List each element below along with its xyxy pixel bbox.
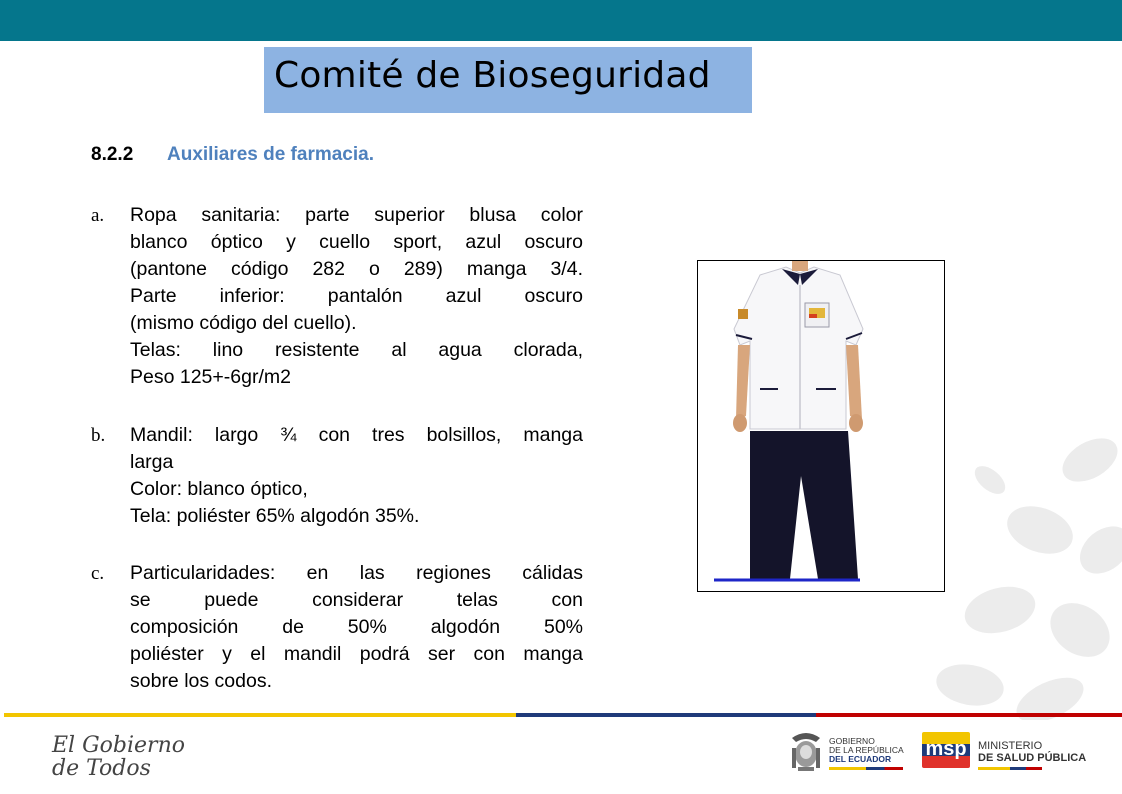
title-banner bbox=[264, 47, 752, 113]
item-line: Parte inferior: pantalón azul oscuro bbox=[130, 285, 583, 307]
msp-logo-text: msp bbox=[925, 738, 967, 760]
republica-line: DEL ECUADOR bbox=[829, 754, 892, 764]
flag-stripe bbox=[978, 767, 1042, 770]
list-item-a bbox=[91, 202, 583, 391]
gobierno-line-1: El Gobierno bbox=[52, 733, 185, 758]
item-line: Color: blanco óptico, bbox=[130, 478, 308, 500]
coat-of-arms-icon bbox=[786, 730, 826, 774]
footer-rule-red bbox=[816, 713, 1122, 717]
item-line: Mandil: largo ¾ con tres bolsillos, manga bbox=[130, 424, 583, 446]
item-marker: b. bbox=[91, 425, 106, 446]
item-line: sobre los codos. bbox=[130, 670, 272, 692]
item-line: blanco óptico y cuello sport, azul oscuro bbox=[130, 231, 583, 253]
item-line: se puede considerar telas con bbox=[130, 589, 583, 611]
item-line: (pantone código 282 o 289) manga 3/4. bbox=[130, 258, 583, 280]
republica-text bbox=[829, 737, 904, 770]
item-line: larga bbox=[130, 451, 174, 473]
item-line: Telas: lino resistente al agua clorada, bbox=[130, 339, 583, 361]
list-item-c bbox=[91, 560, 583, 695]
list-item-b bbox=[91, 422, 583, 530]
item-line: Peso 125+-6gr/m2 bbox=[130, 366, 291, 388]
item-marker: c. bbox=[91, 563, 105, 584]
page-title: Comité de Bioseguridad bbox=[274, 55, 711, 96]
item-line: Tela: poliéster 65% algodón 35%. bbox=[130, 505, 420, 527]
footer-rule-blue bbox=[516, 713, 816, 717]
uniform-photo bbox=[698, 261, 944, 591]
flag-stripe bbox=[829, 767, 903, 770]
item-line: composición de 50% algodón 50% bbox=[130, 616, 583, 638]
item-line: Particularidades: en las regiones cálidas bbox=[130, 562, 583, 584]
item-line: (mismo código del cuello). bbox=[130, 312, 357, 334]
gobierno-line-2: de Todos bbox=[52, 756, 151, 781]
republica-line: GOBIERNO bbox=[829, 736, 875, 746]
ministerio-line: MINISTERIO bbox=[978, 740, 1043, 752]
background-leaf-pattern bbox=[930, 420, 1122, 720]
top-bar bbox=[0, 0, 1122, 41]
item-line: poliéster y el mandil podrá ser con manga bbox=[130, 643, 583, 665]
item-line: Ropa sanitaria: parte superior blusa color bbox=[130, 204, 583, 226]
section-number: 8.2.2 bbox=[91, 144, 134, 165]
item-marker: a. bbox=[91, 205, 105, 226]
uniform-photo-frame bbox=[697, 260, 945, 592]
ministerio-text bbox=[978, 740, 1086, 770]
section-name: Auxiliares de farmacia. bbox=[167, 144, 374, 165]
gobierno-de-todos-logo bbox=[52, 733, 185, 783]
republica-line: DE LA REPÚBLICA bbox=[829, 745, 904, 755]
ministerio-line: DE SALUD PÚBLICA bbox=[978, 752, 1087, 764]
msp-logo-badge bbox=[922, 732, 970, 768]
section-heading bbox=[91, 144, 374, 166]
footer-rule-yellow bbox=[4, 713, 516, 717]
